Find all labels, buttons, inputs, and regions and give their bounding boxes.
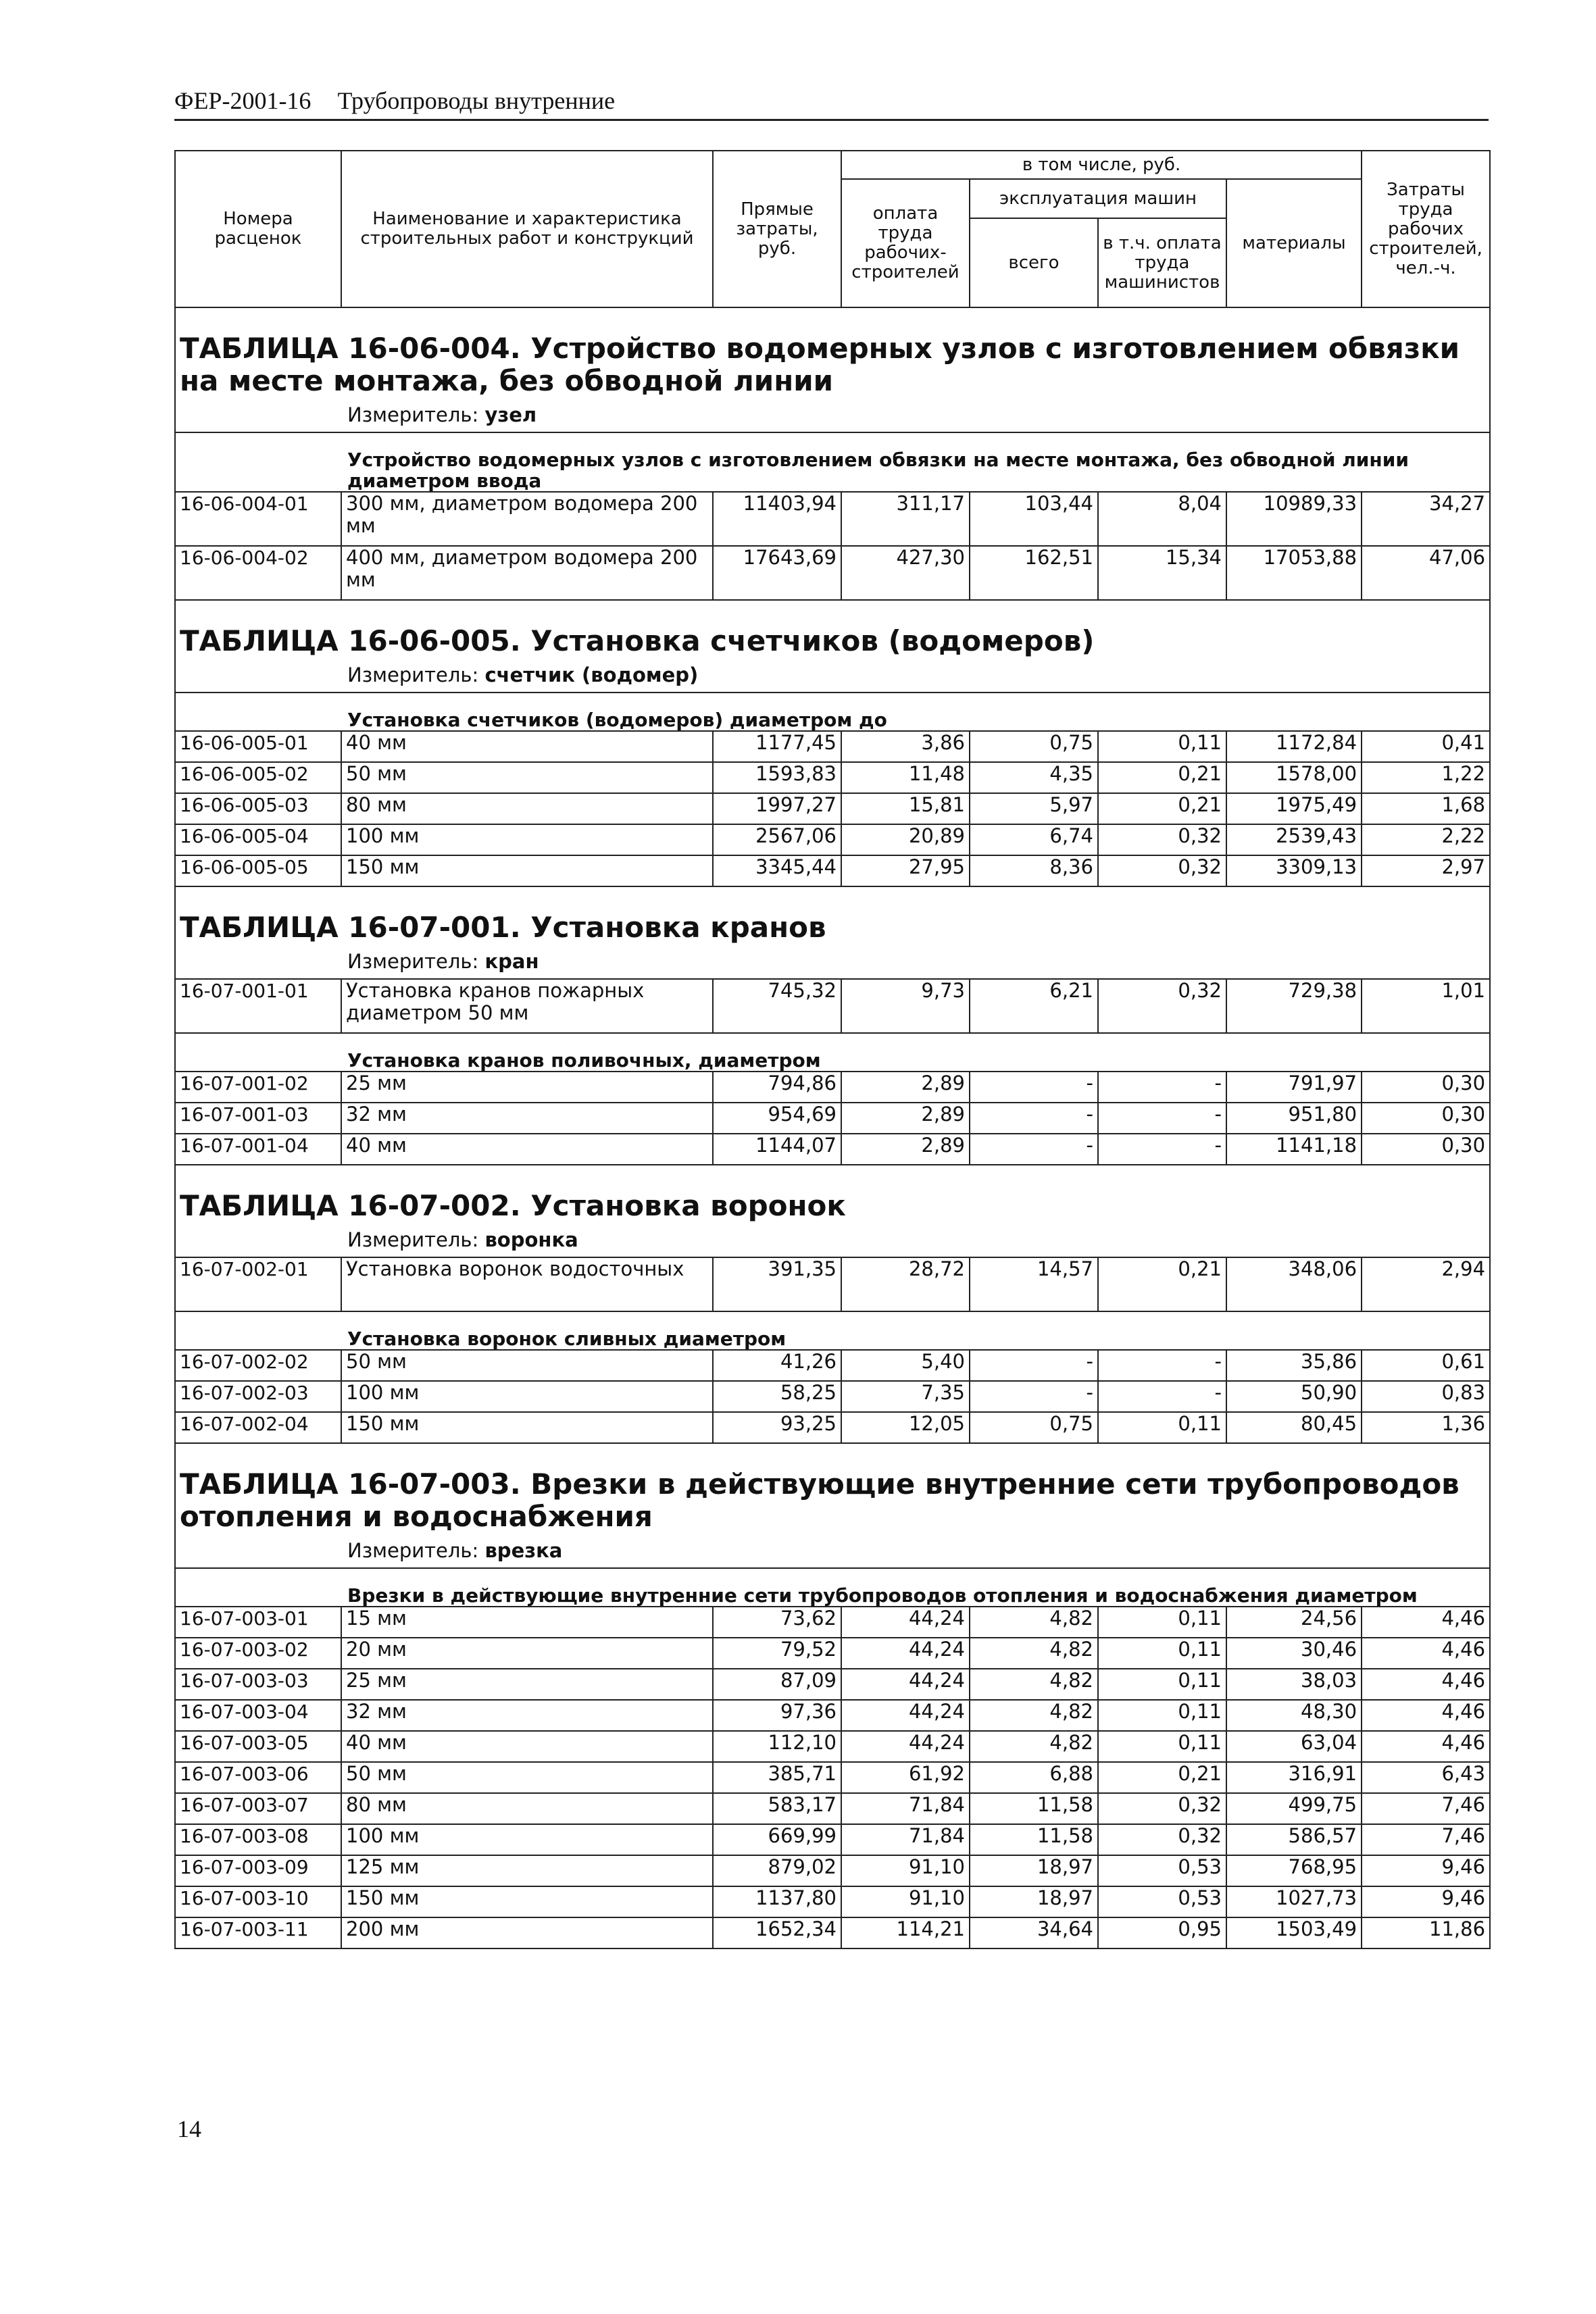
machines-wage: -	[1098, 1072, 1226, 1103]
section-title: ТАБЛИЦА 16-07-003. Врезки в действующие внутренние сети трубопроводов отопления и водоснабжения	[175, 1443, 1490, 1536]
machines-wage: 0,32	[1098, 979, 1226, 1033]
worker-wage: 12,05	[841, 1412, 970, 1443]
direct-costs: 1593,83	[713, 762, 841, 793]
direct-costs: 112,10	[713, 1731, 841, 1762]
machines-wage: 15,34	[1098, 546, 1226, 600]
labor-hours: 2,97	[1362, 855, 1490, 886]
direct-costs: 385,71	[713, 1762, 841, 1793]
labor-hours: 1,68	[1362, 793, 1490, 824]
rate-code: 16-07-001-03	[175, 1103, 341, 1134]
labor-hours: 0,30	[1362, 1134, 1490, 1165]
materials-cost: 1975,49	[1226, 793, 1362, 824]
materials-cost: 586,57	[1226, 1824, 1362, 1855]
worker-wage: 2,89	[841, 1103, 970, 1134]
labor-hours: 1,36	[1362, 1412, 1490, 1443]
rate-code: 16-06-005-04	[175, 824, 341, 855]
machines-wage: -	[1098, 1103, 1226, 1134]
rate-name: 150 мм	[341, 855, 713, 886]
rate-code: 16-06-004-02	[175, 546, 341, 600]
table-row	[175, 762, 1490, 793]
labor-hours: 0,30	[1362, 1072, 1490, 1103]
rate-name: 150 мм	[341, 1886, 713, 1917]
measure-value: воронка	[484, 1228, 578, 1251]
table-row	[175, 546, 1490, 600]
rates-table	[174, 150, 1491, 1949]
direct-costs: 1997,27	[713, 793, 841, 824]
machines-total: -	[970, 1103, 1098, 1134]
table-row	[175, 1607, 1490, 1638]
direct-costs: 93,25	[713, 1412, 841, 1443]
rate-name: 32 мм	[341, 1700, 713, 1731]
rate-code: 16-06-005-03	[175, 793, 341, 824]
rate-code: 16-07-003-03	[175, 1669, 341, 1700]
materials-cost: 63,04	[1226, 1731, 1362, 1762]
rate-name: 15 мм	[341, 1607, 713, 1638]
section-title-row	[175, 1443, 1490, 1536]
rate-name: 100 мм	[341, 1824, 713, 1855]
worker-wage: 2,89	[841, 1134, 970, 1165]
measure-value: кран	[484, 950, 539, 973]
table-body	[175, 307, 1490, 1948]
measure-label: Измеритель:	[347, 1539, 479, 1562]
machines-wage: 8,04	[1098, 492, 1226, 546]
table-row	[175, 1731, 1490, 1762]
group-subtitle-row	[175, 1568, 1490, 1607]
materials-cost: 1578,00	[1226, 762, 1362, 793]
page-header	[174, 86, 1489, 121]
machines-total: 6,74	[970, 824, 1098, 855]
rate-name: 20 мм	[341, 1638, 713, 1669]
rate-code: 16-07-001-01	[175, 979, 341, 1033]
rate-name: Установка кранов пожарных диаметром 50 мм	[341, 979, 713, 1033]
direct-costs: 17643,69	[713, 546, 841, 600]
labor-hours: 34,27	[1362, 492, 1490, 546]
measure-value: узел	[484, 403, 537, 426]
materials-cost: 316,91	[1226, 1762, 1362, 1793]
rate-code: 16-07-003-07	[175, 1793, 341, 1824]
group-subtitle: Установка счетчиков (водомеров) диаметром до	[175, 693, 1490, 731]
machines-total: 4,82	[970, 1731, 1098, 1762]
rate-name: 40 мм	[341, 1134, 713, 1165]
materials-cost: 17053,88	[1226, 546, 1362, 600]
machines-wage: 0,11	[1098, 1638, 1226, 1669]
machines-total: -	[970, 1350, 1098, 1381]
table-row	[175, 731, 1490, 762]
materials-cost: 10989,33	[1226, 492, 1362, 546]
rate-code: 16-07-002-04	[175, 1412, 341, 1443]
materials-cost: 1027,73	[1226, 1886, 1362, 1917]
section-title-row	[175, 307, 1490, 400]
table-row	[175, 1886, 1490, 1917]
direct-costs: 41,26	[713, 1350, 841, 1381]
worker-wage: 71,84	[841, 1824, 970, 1855]
worker-wage: 44,24	[841, 1731, 970, 1762]
direct-costs: 669,99	[713, 1824, 841, 1855]
direct-costs: 794,86	[713, 1072, 841, 1103]
direct-costs: 97,36	[713, 1700, 841, 1731]
machines-total: 6,88	[970, 1762, 1098, 1793]
machines-wage: 0,32	[1098, 1824, 1226, 1855]
rate-code: 16-07-003-10	[175, 1886, 341, 1917]
group-subtitle: Установка воронок сливных диаметром	[175, 1311, 1490, 1350]
direct-costs: 79,52	[713, 1638, 841, 1669]
labor-hours: 4,46	[1362, 1669, 1490, 1700]
machines-wage: 0,11	[1098, 731, 1226, 762]
rate-code: 16-07-003-01	[175, 1607, 341, 1638]
rate-name: 125 мм	[341, 1855, 713, 1886]
section-title: ТАБЛИЦА 16-06-004. Устройство водомерных узлов с изготовлением обвязки на месте монтажа, без обводной линии	[175, 307, 1490, 400]
direct-costs: 3345,44	[713, 855, 841, 886]
rate-name: 150 мм	[341, 1412, 713, 1443]
labor-hours: 47,06	[1362, 546, 1490, 600]
machines-wage: 0,21	[1098, 793, 1226, 824]
labor-hours: 6,43	[1362, 1762, 1490, 1793]
measure-row	[175, 1536, 1490, 1568]
table-row	[175, 1412, 1490, 1443]
table-row	[175, 1134, 1490, 1165]
table-row	[175, 979, 1490, 1033]
rate-code: 16-07-003-05	[175, 1731, 341, 1762]
machines-total: 34,64	[970, 1917, 1098, 1948]
labor-hours: 7,46	[1362, 1793, 1490, 1824]
table-row	[175, 1700, 1490, 1731]
rate-code: 16-07-003-02	[175, 1638, 341, 1669]
col-code: Номера расценок	[175, 151, 341, 307]
labor-hours: 4,46	[1362, 1700, 1490, 1731]
worker-wage: 44,24	[841, 1638, 970, 1669]
worker-wage: 3,86	[841, 731, 970, 762]
materials-cost: 791,97	[1226, 1072, 1362, 1103]
materials-cost: 24,56	[1226, 1607, 1362, 1638]
machines-wage: 0,32	[1098, 855, 1226, 886]
direct-costs: 391,35	[713, 1257, 841, 1311]
labor-hours: 0,83	[1362, 1381, 1490, 1412]
measure-label: Измеритель:	[347, 950, 479, 973]
rate-name: 50 мм	[341, 1350, 713, 1381]
rate-name: 300 мм, диаметром водомера 200 мм	[341, 492, 713, 546]
direct-costs: 1137,80	[713, 1886, 841, 1917]
table-row	[175, 1072, 1490, 1103]
table-row	[175, 1669, 1490, 1700]
labor-hours: 7,46	[1362, 1824, 1490, 1855]
rate-name: 400 мм, диаметром водомера 200 мм	[341, 546, 713, 600]
group-subtitle: Устройство водомерных узлов с изготовлением обвязки на месте монтажа, без обводной линии диаметром ввода	[175, 432, 1490, 492]
direct-costs: 1144,07	[713, 1134, 841, 1165]
col-labor: Затраты труда рабочих строителей, чел.-ч.	[1362, 151, 1490, 307]
rate-code: 16-07-003-09	[175, 1855, 341, 1886]
machines-wage: 0,21	[1098, 762, 1226, 793]
rate-name: 25 мм	[341, 1072, 713, 1103]
table-row	[175, 824, 1490, 855]
section-title: ТАБЛИЦА 16-07-002. Установка воронок	[175, 1165, 1490, 1225]
machines-total: 18,97	[970, 1855, 1098, 1886]
rate-code: 16-07-002-03	[175, 1381, 341, 1412]
machines-total: 5,97	[970, 793, 1098, 824]
measure-row	[175, 660, 1490, 693]
rate-code: 16-07-003-11	[175, 1917, 341, 1948]
col-direct: Прямые затраты, руб.	[713, 151, 841, 307]
machines-wage: -	[1098, 1134, 1226, 1165]
col-machines-wage: в т.ч. оплата труда машинистов	[1098, 218, 1226, 307]
worker-wage: 91,10	[841, 1855, 970, 1886]
measure-label: Измеритель:	[347, 1228, 479, 1251]
labor-hours: 4,46	[1362, 1638, 1490, 1669]
labor-hours: 0,41	[1362, 731, 1490, 762]
rate-name: 50 мм	[341, 762, 713, 793]
direct-costs: 583,17	[713, 1793, 841, 1824]
col-name: Наименование и характеристика строительных работ и конструкций	[341, 151, 713, 307]
machines-wage: -	[1098, 1350, 1226, 1381]
rate-code: 16-07-002-02	[175, 1350, 341, 1381]
rate-code: 16-07-003-04	[175, 1700, 341, 1731]
machines-total: 4,82	[970, 1607, 1098, 1638]
rate-code: 16-07-003-06	[175, 1762, 341, 1793]
worker-wage: 71,84	[841, 1793, 970, 1824]
rate-name: 200 мм	[341, 1917, 713, 1948]
labor-hours: 1,01	[1362, 979, 1490, 1033]
labor-hours: 4,46	[1362, 1731, 1490, 1762]
machines-total: 8,36	[970, 855, 1098, 886]
machines-wage: 0,95	[1098, 1917, 1226, 1948]
col-wage: оплата труда рабочих-строителей	[841, 179, 970, 307]
materials-cost: 30,46	[1226, 1638, 1362, 1669]
machines-total: 4,82	[970, 1669, 1098, 1700]
worker-wage: 5,40	[841, 1350, 970, 1381]
rate-name: 100 мм	[341, 1381, 713, 1412]
labor-hours: 11,86	[1362, 1917, 1490, 1948]
labor-hours: 9,46	[1362, 1886, 1490, 1917]
worker-wage: 311,17	[841, 492, 970, 546]
machines-total: -	[970, 1072, 1098, 1103]
machines-wage: 0,11	[1098, 1700, 1226, 1731]
worker-wage: 2,89	[841, 1072, 970, 1103]
col-machines-total: всего	[970, 218, 1098, 307]
machines-wage: 0,53	[1098, 1855, 1226, 1886]
col-incl: в том числе, руб.	[841, 151, 1362, 179]
materials-cost: 951,80	[1226, 1103, 1362, 1134]
measure-row	[175, 400, 1490, 432]
rate-code: 16-07-002-01	[175, 1257, 341, 1311]
rate-name: 40 мм	[341, 1731, 713, 1762]
table-header	[175, 151, 1490, 307]
materials-cost: 2539,43	[1226, 824, 1362, 855]
worker-wage: 27,95	[841, 855, 970, 886]
table-row	[175, 1103, 1490, 1134]
materials-cost: 50,90	[1226, 1381, 1362, 1412]
materials-cost: 1503,49	[1226, 1917, 1362, 1948]
doc-code: ФЕР-2001-16	[174, 87, 311, 114]
machines-total: 103,44	[970, 492, 1098, 546]
machines-total: 0,75	[970, 1412, 1098, 1443]
machines-total: 4,82	[970, 1700, 1098, 1731]
labor-hours: 2,94	[1362, 1257, 1490, 1311]
labor-hours: 0,30	[1362, 1103, 1490, 1134]
direct-costs: 58,25	[713, 1381, 841, 1412]
materials-cost: 1141,18	[1226, 1134, 1362, 1165]
direct-costs: 745,32	[713, 979, 841, 1033]
table-row	[175, 492, 1490, 546]
rate-code: 16-06-005-02	[175, 762, 341, 793]
measure-value: врезка	[484, 1539, 563, 1562]
table-row	[175, 1381, 1490, 1412]
worker-wage: 15,81	[841, 793, 970, 824]
page-number: 14	[177, 2115, 201, 2142]
rate-code: 16-07-003-08	[175, 1824, 341, 1855]
labor-hours: 9,46	[1362, 1855, 1490, 1886]
materials-cost: 768,95	[1226, 1855, 1362, 1886]
worker-wage: 114,21	[841, 1917, 970, 1948]
table-row	[175, 1793, 1490, 1824]
machines-total: 11,58	[970, 1793, 1098, 1824]
section-title: ТАБЛИЦА 16-06-005. Установка счетчиков (водомеров)	[175, 600, 1490, 660]
section-title-row	[175, 600, 1490, 660]
rate-code: 16-06-005-01	[175, 731, 341, 762]
direct-costs: 73,62	[713, 1607, 841, 1638]
labor-hours: 4,46	[1362, 1607, 1490, 1638]
materials-cost: 3309,13	[1226, 855, 1362, 886]
worker-wage: 7,35	[841, 1381, 970, 1412]
rates-document	[174, 150, 1489, 1949]
materials-cost: 1172,84	[1226, 731, 1362, 762]
worker-wage: 61,92	[841, 1762, 970, 1793]
rate-name: Установка воронок водосточных	[341, 1257, 713, 1311]
machines-total: 4,35	[970, 762, 1098, 793]
machines-total: 11,58	[970, 1824, 1098, 1855]
worker-wage: 44,24	[841, 1700, 970, 1731]
rate-name: 32 мм	[341, 1103, 713, 1134]
group-subtitle: Установка кранов поливочных, диаметром	[175, 1033, 1490, 1072]
machines-wage: 0,21	[1098, 1257, 1226, 1311]
table-row	[175, 1855, 1490, 1886]
rate-name: 80 мм	[341, 793, 713, 824]
doc-title: Трубопроводы внутренние	[337, 87, 616, 114]
measure-row	[175, 1225, 1490, 1257]
direct-costs: 954,69	[713, 1103, 841, 1134]
machines-total: 0,75	[970, 731, 1098, 762]
materials-cost: 48,30	[1226, 1700, 1362, 1731]
section-title-row	[175, 1165, 1490, 1225]
machines-total: 6,21	[970, 979, 1098, 1033]
machines-wage: -	[1098, 1381, 1226, 1412]
worker-wage: 28,72	[841, 1257, 970, 1311]
rate-code: 16-06-004-01	[175, 492, 341, 546]
materials-cost: 35,86	[1226, 1350, 1362, 1381]
machines-total: 18,97	[970, 1886, 1098, 1917]
worker-wage: 20,89	[841, 824, 970, 855]
machines-wage: 0,21	[1098, 1762, 1226, 1793]
machines-wage: 0,11	[1098, 1607, 1226, 1638]
table-row	[175, 793, 1490, 824]
direct-costs: 879,02	[713, 1855, 841, 1886]
table-row	[175, 1917, 1490, 1948]
rate-code: 16-06-005-05	[175, 855, 341, 886]
machines-wage: 0,11	[1098, 1669, 1226, 1700]
section-title: ТАБЛИЦА 16-07-001. Установка кранов	[175, 886, 1490, 947]
group-subtitle-row	[175, 1033, 1490, 1072]
labor-hours: 1,22	[1362, 762, 1490, 793]
direct-costs: 2567,06	[713, 824, 841, 855]
measure-row	[175, 947, 1490, 979]
table-row	[175, 1824, 1490, 1855]
machines-wage: 0,53	[1098, 1886, 1226, 1917]
machines-wage: 0,11	[1098, 1412, 1226, 1443]
col-materials: материалы	[1226, 179, 1362, 307]
table-row	[175, 1638, 1490, 1669]
machines-total: 4,82	[970, 1638, 1098, 1669]
labor-hours: 0,61	[1362, 1350, 1490, 1381]
direct-costs: 1177,45	[713, 731, 841, 762]
materials-cost: 729,38	[1226, 979, 1362, 1033]
rate-name: 40 мм	[341, 731, 713, 762]
machines-total: -	[970, 1134, 1098, 1165]
col-machines: эксплуатация машин	[970, 179, 1226, 218]
table-row	[175, 1350, 1490, 1381]
table-row	[175, 855, 1490, 886]
worker-wage: 91,10	[841, 1886, 970, 1917]
measure-label: Измеритель:	[347, 403, 479, 426]
group-subtitle: Врезки в действующие внутренние сети трубопроводов отопления и водоснабжения диаметром	[175, 1568, 1490, 1607]
group-subtitle-row	[175, 432, 1490, 492]
worker-wage: 427,30	[841, 546, 970, 600]
materials-cost: 38,03	[1226, 1669, 1362, 1700]
worker-wage: 44,24	[841, 1669, 970, 1700]
group-subtitle-row	[175, 1311, 1490, 1350]
direct-costs: 1652,34	[713, 1917, 841, 1948]
worker-wage: 11,48	[841, 762, 970, 793]
worker-wage: 9,73	[841, 979, 970, 1033]
machines-wage: 0,11	[1098, 1731, 1226, 1762]
materials-cost: 80,45	[1226, 1412, 1362, 1443]
rate-code: 16-07-001-02	[175, 1072, 341, 1103]
rate-name: 100 мм	[341, 824, 713, 855]
measure-value: счетчик (водомер)	[484, 663, 699, 686]
labor-hours: 2,22	[1362, 824, 1490, 855]
direct-costs: 87,09	[713, 1669, 841, 1700]
rate-name: 80 мм	[341, 1793, 713, 1824]
worker-wage: 44,24	[841, 1607, 970, 1638]
machines-total: 162,51	[970, 546, 1098, 600]
materials-cost: 348,06	[1226, 1257, 1362, 1311]
section-title-row	[175, 886, 1490, 947]
machines-total: -	[970, 1381, 1098, 1412]
materials-cost: 499,75	[1226, 1793, 1362, 1824]
machines-total: 14,57	[970, 1257, 1098, 1311]
rate-name: 25 мм	[341, 1669, 713, 1700]
group-subtitle-row	[175, 693, 1490, 731]
measure-label: Измеритель:	[347, 663, 479, 686]
rate-code: 16-07-001-04	[175, 1134, 341, 1165]
table-row	[175, 1762, 1490, 1793]
table-row	[175, 1257, 1490, 1311]
machines-wage: 0,32	[1098, 1793, 1226, 1824]
machines-wage: 0,32	[1098, 824, 1226, 855]
rate-name: 50 мм	[341, 1762, 713, 1793]
direct-costs: 11403,94	[713, 492, 841, 546]
